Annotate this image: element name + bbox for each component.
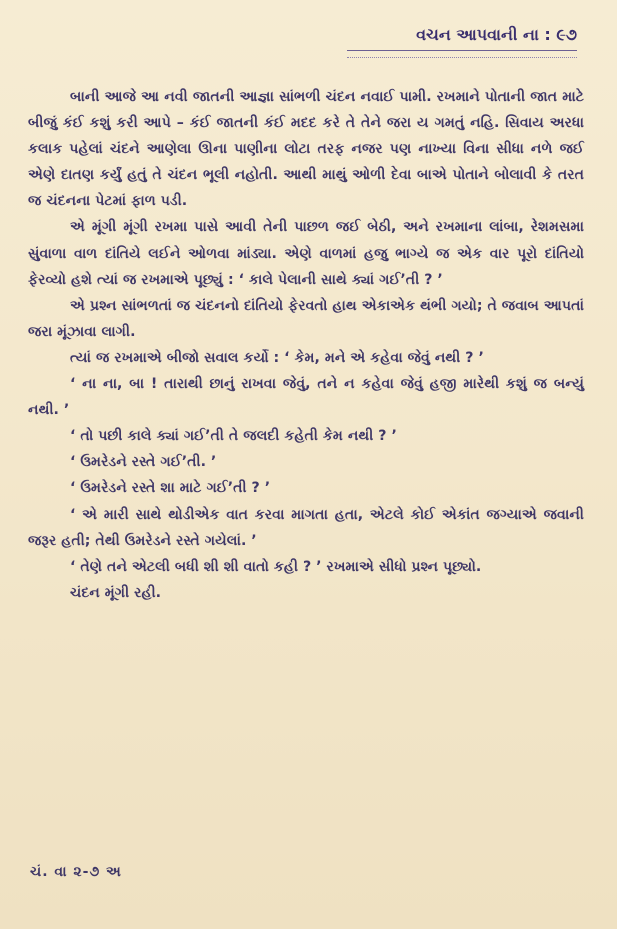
paragraph-8: ‘ ઉમરેડને રસ્તે શા માટે ગઈ’તી ? ’ xyxy=(70,480,271,497)
running-head xyxy=(277,24,577,58)
paragraph-10: ‘ તેણે તને એટલી બધી શી શી વાતો કહી ? ’ રખમાએ સીધો પ્રશ્ન પૂછ્યો. xyxy=(70,558,482,575)
signature-mark: ચં. વા ૨-૭ અ xyxy=(30,864,122,880)
paragraph-3: એ પ્રશ્ન સાંભળતાં જ ચંદનનો દાંતિયો ફેરવતો હાથ એકાએક થંભી ગયો; તે જવાબ આપતાં જરા મૂંઝાવા લાગી. xyxy=(28,297,585,340)
paragraph-5: ‘ ના ના, બા ! તારાથી છાનું રાખવા જેવું, તને ન કહેવા જેવું હજી મારેથી કશું જ બન્યું નથી. ’ xyxy=(28,376,584,419)
paragraph-7: ‘ ઉમરેડને રસ્તે ગઈ’તી. ’ xyxy=(70,454,217,471)
running-title: વચન આપવાની ના : ૯૭ xyxy=(416,25,577,44)
paragraph-6: ‘ તો પછી કાલે ક્યાં ગઈ’તી તે જલદી કહેતી કેમ નથી ? ’ xyxy=(70,428,397,445)
paragraph-1: બાની આજે આ નવી જાતની આજ્ઞા સાંભળી ચંદન નવાઈ પામી. રખમાને પોતાની જાત માટે બીજું કંઈ કશું કરી આપે – કંઈ જાતની કંઈ મદદ કરે તે તેને જરા ય ગમતું નહિ. સિવાય અરધા કલાક પહેલાં ચંદને આણેલા ઊના પાણીના લોટા તરફ નજર પણ નાખ્યા વિના સીધા નળે જઈ એણે દાતણ કર્યું હતું તે ચંદન ભૂલી નહોતી. આથી માથું ઓળી દેવા બાએ પોતાને બોલાવી કે તરત જ ચંદનના પેટમાં ફાળ પડી. xyxy=(28,89,584,210)
paragraph-11: ચંદન મૂંગી રહી. xyxy=(70,584,162,601)
paragraph-2: એ મૂંગી મૂંગી રખમા પાસે આવી તેની પાછળ જઈ બેઠી, અને રખમાના લાંબા, રેશમસમા સુંવાળા વાળ દાંતિયે લઈને ઓળવા માંડ્યા. એણે વાળમાં હજુ ભાગ્યે જ એક વાર પૂરો દાંતિયો ફેરવ્યો હશે ત્યાં જ રખમાએ પૂછ્યું : ‘ કાલે પેલાની સાથે ક્યાં ગઈ’તી ? ’ xyxy=(28,219,584,288)
paragraph-4: ત્યાં જ રખમાએ બીજો સવાલ કર્યો : ‘ કેમ, મને એ કહેવા જેવું નથી ? ’ xyxy=(70,349,484,366)
header-rule xyxy=(347,50,577,58)
paragraph-9: ‘ એ મારી સાથે થોડીએક વાત કરવા માગતા હતા, એટલે કોઈ એકાંત જગ્યાએ જવાની જરૂર હતી; તેથી ઉમરેડને રસ્તે ગયેલાં. ’ xyxy=(28,506,584,549)
body-text xyxy=(28,84,584,606)
